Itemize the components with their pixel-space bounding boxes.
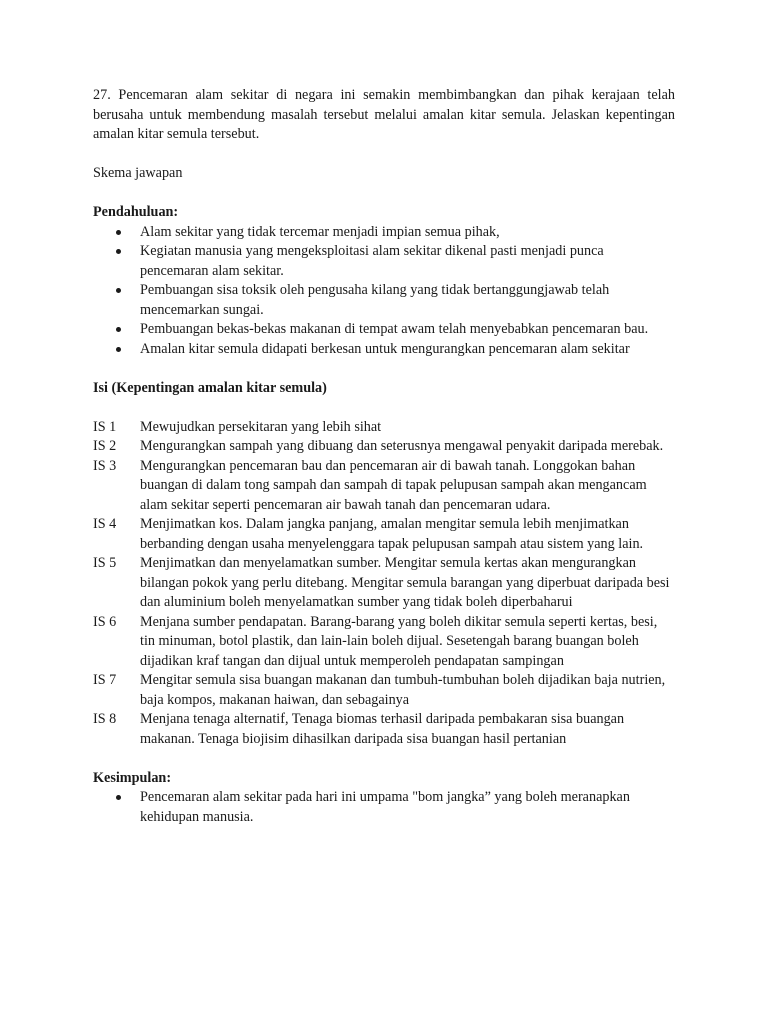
bullet-icon (116, 795, 121, 800)
scheme-label: Skema jawapan (93, 165, 183, 181)
is-list (93, 418, 675, 750)
is-code: IS 2 (93, 438, 117, 454)
intro-item (93, 340, 675, 360)
is-row (93, 515, 675, 554)
spacer (93, 398, 675, 418)
bullet-icon (116, 327, 121, 332)
conclusion-item-text: Pencemaran alam sekitar pada hari ini umpama "bom jangka” yang boleh meranapkan kehidupan manusia. (140, 789, 630, 825)
is-row (93, 437, 675, 457)
is-code: IS 1 (93, 418, 117, 435)
intro-list (93, 223, 675, 360)
conclusion-heading: Kesimpulan: (93, 769, 172, 786)
bullet-icon (116, 347, 121, 352)
conclusion-list (93, 788, 675, 827)
is-row (93, 710, 675, 749)
is-code: IS 6 (93, 613, 117, 630)
is-code: IS 5 (93, 555, 117, 571)
is-row (93, 457, 675, 516)
is-code: IS 4 (93, 516, 117, 532)
spacer (93, 359, 675, 379)
is-text: Mengurangkan pencemaran bau dan pencemaran air di bawah tanah. Longgokan bahan buangan di dalam tong sampah dan sampah di tapak pelupusan sampah akan mengancam alam sekitar seperti pencemaran air bawah tanah dan pencemaran udara. (140, 457, 647, 513)
is-text: Mewujudkan persekitaran yang lebih sihat (140, 418, 382, 435)
intro-item (93, 320, 675, 340)
is-text: Menjimatkan kos. Dalam jangka panjang, amalan mengitar semula lebih menjimatkan berbanding dengan usaha menyelenggara tapak pelupusan sampah atau sistem yang lain. (140, 516, 644, 552)
spacer (93, 749, 675, 769)
intro-item (93, 242, 675, 281)
question-text: 27. Pencemaran alam sekitar di negara ini semakin membimbangkan dan pihak kerajaan telah berusaha untuk membendung masalah tersebut melalui amalan kitar semula. Jelaskan kepentingan amalan kitar semula tersebut. (93, 87, 675, 142)
is-row (93, 613, 675, 672)
intro-item-text: Kegiatan manusia yang mengeksploitasi alam sekitar dikenal pasti menjadi punca pencemaran alam sekitar. (140, 243, 604, 279)
bullet-icon (116, 249, 121, 254)
is-code: IS 3 (93, 457, 117, 474)
is-code: IS 7 (93, 672, 117, 688)
is-text: Menjana sumber pendapatan. Barang-barang yang boleh dikitar semula seperti kertas, besi, tin minuman, botol plastik, dan lain-lain boleh dijual. Sesetengah barang buangan boleh dijadikan kraf tangan dan dijual untuk memperoleh pendapatan sampingan (140, 613, 658, 669)
is-text: Mengurangkan sampah yang dibuang dan seterusnya mengawal penyakit daripada merebak. (140, 438, 664, 454)
bullet-icon (116, 288, 121, 293)
is-text: Mengitar semula sisa buangan makanan dan tumbuh-tumbuhan boleh dijadikan baja nutrien, baja kompos, makanan haiwan, dan sebagainya (140, 672, 666, 708)
is-row (93, 418, 675, 438)
is-code: IS 8 (93, 711, 117, 727)
is-text: Menjana tenaga alternatif, Tenaga biomas terhasil daripada pembakaran sisa buangan makanan. Tenaga biojisim dihasilkan daripada sisa buangan hasil pertanian (140, 711, 625, 747)
is-text: Menjimatkan dan menyelamatkan sumber. Mengitar semula kertas akan mengurangkan bilangan pokok yang perlu ditebang. Mengitar semula barangan yang diperbuat daripada besi dan aluminium boleh menyelamatkan sumber yang tidak boleh diperbaharui (140, 555, 670, 610)
spacer (93, 184, 675, 204)
intro-item (93, 223, 675, 243)
is-row (93, 554, 675, 613)
spacer (93, 145, 675, 165)
is-row (93, 671, 675, 710)
intro-item-text: Alam sekitar yang tidak tercemar menjadi impian semua pihak, (140, 223, 500, 240)
intro-item-text: Amalan kitar semula didapati berkesan untuk mengurangkan pencemaran alam sekitar (140, 340, 630, 357)
intro-item-text: Pembuangan bekas-bekas makanan di tempat awam telah menyebabkan pencemaran bau. (140, 321, 649, 337)
bullet-icon (116, 230, 121, 235)
intro-heading: Pendahuluan: (93, 204, 179, 220)
body-heading: Isi (Kepentingan amalan kitar semula) (93, 379, 327, 396)
intro-item-text: Pembuangan sisa toksik oleh pengusaha kilang yang tidak bertanggungjawab telah mencemarkan sungai. (140, 282, 610, 318)
conclusion-item (93, 788, 675, 827)
intro-item (93, 281, 675, 320)
